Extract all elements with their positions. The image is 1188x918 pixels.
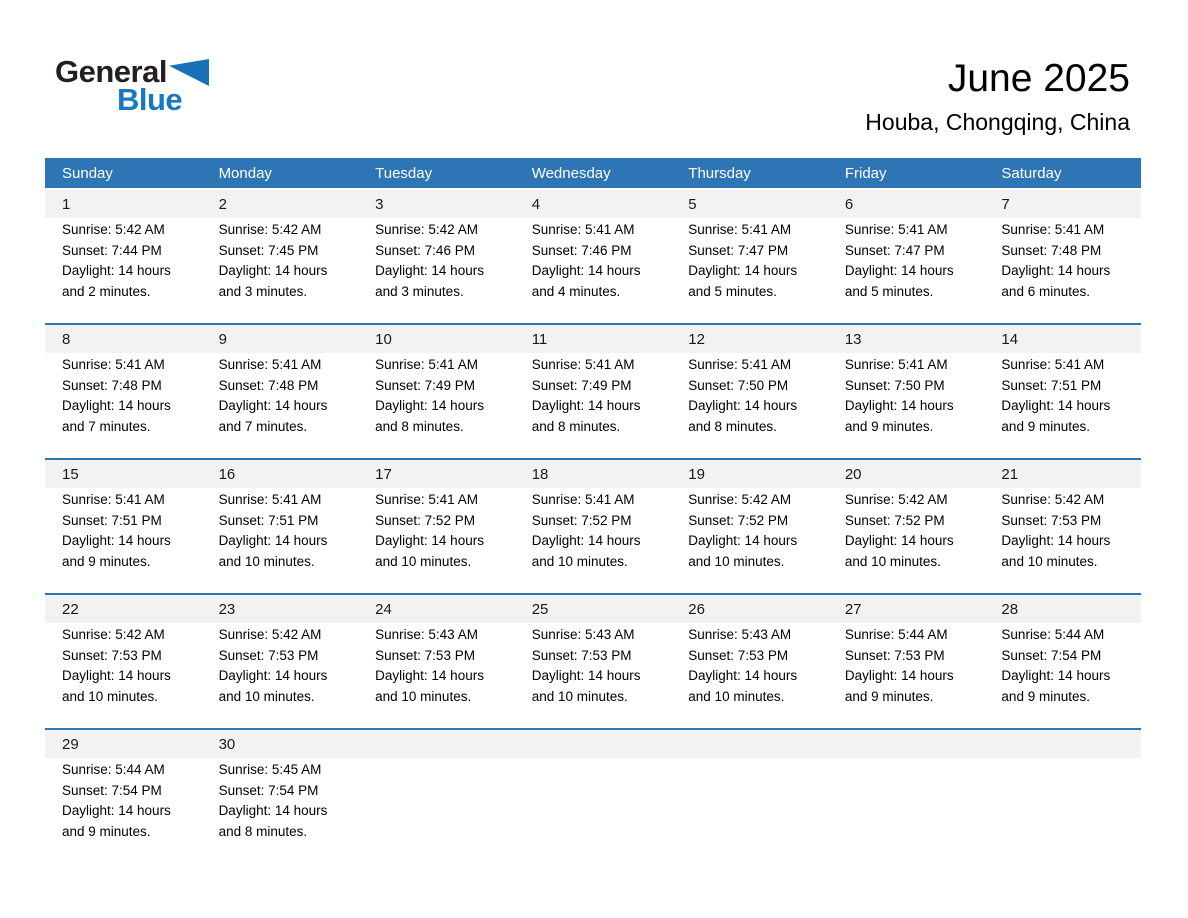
sunrise-text: Sunrise: 5:41 AM (62, 492, 165, 507)
day-number: 25 (531, 600, 549, 618)
day-cell (202, 625, 359, 707)
week-row (45, 190, 1141, 323)
daylight-line1-text: Daylight: 14 hours (688, 398, 798, 413)
day-cell (671, 625, 828, 707)
logo-text-blue: Blue (117, 82, 183, 117)
sunrise-text: Sunrise: 5:41 AM (844, 357, 948, 372)
day-number-band (45, 595, 1141, 623)
weekday-header-row (45, 158, 1141, 188)
sunrise-text: Sunrise: 5:41 AM (531, 222, 635, 237)
sunrise-text: Sunrise: 5:41 AM (218, 492, 322, 507)
daylight-line1-text: Daylight: 14 hours (844, 668, 954, 683)
daylight-line1-text: Daylight: 14 hours (62, 803, 171, 818)
daylight-line2-text: and 10 minutes. (218, 553, 315, 569)
sunset-text: Sunset: 7:51 PM (62, 512, 162, 528)
day-cell (358, 355, 515, 437)
daylight-line2-text: and 5 minutes. (688, 283, 777, 299)
sunset-text: Sunset: 7:46 PM (531, 242, 632, 258)
daylight-line2-text: and 6 minutes. (1001, 283, 1090, 299)
day-number: 16 (218, 465, 236, 483)
daylight-line2-text: and 10 minutes. (62, 688, 159, 704)
day-cell (515, 355, 672, 437)
day-number: 22 (62, 600, 79, 618)
sunrise-text: Sunrise: 5:42 AM (218, 627, 322, 642)
daylight-line2-text: and 10 minutes. (844, 553, 941, 569)
sunset-text: Sunset: 7:53 PM (62, 647, 162, 663)
daylight-line2-text: and 2 minutes. (62, 283, 151, 299)
daylight-line2-text: and 8 minutes. (218, 823, 308, 839)
general-blue-logo (55, 54, 255, 117)
daylight-line2-text: and 3 minutes. (218, 283, 308, 299)
daylight-line2-text: and 9 minutes. (844, 688, 934, 704)
empty-day-cell (515, 760, 672, 842)
day-number: 29 (62, 735, 79, 753)
sunset-text: Sunset: 7:51 PM (218, 512, 319, 528)
location-subtitle: Houba, Chongqing, China (865, 109, 1130, 135)
sunset-text: Sunset: 7:44 PM (62, 242, 162, 258)
day-cell (202, 760, 359, 842)
daylight-line1-text: Daylight: 14 hours (688, 263, 798, 278)
day-number: 7 (1001, 195, 1010, 213)
day-cell (202, 490, 359, 572)
week-row (45, 593, 1141, 728)
daylight-line2-text: and 10 minutes. (218, 688, 315, 704)
daylight-line1-text: Daylight: 14 hours (375, 533, 484, 548)
sunset-text: Sunset: 7:50 PM (844, 377, 945, 393)
day-number: 18 (531, 465, 549, 483)
day-number: 9 (218, 330, 227, 348)
day-cell (45, 355, 202, 437)
week-row (45, 323, 1141, 458)
daylight-line2-text: and 9 minutes. (1001, 688, 1090, 704)
sunset-text: Sunset: 7:48 PM (218, 377, 319, 393)
day-number-band (45, 460, 1141, 488)
day-number-band (45, 190, 1141, 218)
daylight-line1-text: Daylight: 14 hours (531, 668, 641, 683)
sunset-text: Sunset: 7:48 PM (1001, 242, 1102, 258)
daylight-line1-text: Daylight: 14 hours (688, 533, 798, 548)
sunrise-text: Sunrise: 5:42 AM (688, 492, 792, 507)
day-cell (202, 220, 359, 302)
weekday-label-friday: Friday (844, 164, 887, 182)
daylight-line1-text: Daylight: 14 hours (62, 398, 171, 413)
day-number: 19 (688, 465, 705, 483)
daylight-line1-text: Daylight: 14 hours (688, 668, 798, 683)
sunset-text: Sunset: 7:53 PM (1001, 512, 1102, 528)
day-cell (45, 490, 202, 572)
sunset-text: Sunset: 7:50 PM (688, 377, 789, 393)
weekday-label-thursday: Thursday (688, 164, 751, 182)
daylight-line2-text: and 10 minutes. (688, 688, 785, 704)
daylight-line2-text: and 8 minutes. (688, 418, 777, 434)
daylight-line1-text: Daylight: 14 hours (531, 398, 641, 413)
day-number: 30 (218, 735, 236, 753)
sunset-text: Sunset: 7:47 PM (844, 242, 945, 258)
day-cell (828, 625, 985, 707)
sunrise-text: Sunrise: 5:42 AM (375, 222, 478, 237)
sunrise-text: Sunrise: 5:44 AM (62, 762, 165, 777)
daylight-line1-text: Daylight: 14 hours (844, 533, 954, 548)
sunrise-text: Sunrise: 5:42 AM (62, 222, 165, 237)
sunset-text: Sunset: 7:52 PM (531, 512, 632, 528)
day-number: 21 (1001, 465, 1019, 483)
day-cell (984, 490, 1141, 572)
day-cell (45, 625, 202, 707)
daylight-line1-text: Daylight: 14 hours (1001, 668, 1111, 683)
week-detail-row (45, 218, 1141, 323)
sunrise-text: Sunrise: 5:41 AM (531, 492, 635, 507)
daylight-line1-text: Daylight: 14 hours (218, 263, 328, 278)
day-number-band (45, 730, 1141, 758)
week-row (45, 728, 1141, 863)
day-number-band (45, 325, 1141, 353)
daylight-line2-text: and 8 minutes. (531, 418, 621, 434)
sunset-text: Sunset: 7:45 PM (218, 242, 319, 258)
daylight-line1-text: Daylight: 14 hours (62, 668, 171, 683)
daylight-line2-text: and 9 minutes. (62, 553, 151, 569)
sunrise-text: Sunrise: 5:42 AM (844, 492, 948, 507)
sunrise-text: Sunrise: 5:41 AM (1001, 357, 1105, 372)
week-detail-row (45, 623, 1141, 728)
daylight-line1-text: Daylight: 14 hours (375, 398, 484, 413)
daylight-line1-text: Daylight: 14 hours (62, 263, 171, 278)
sunset-text: Sunset: 7:47 PM (688, 242, 789, 258)
sunrise-text: Sunrise: 5:42 AM (1001, 492, 1105, 507)
month-title: June 2025 (947, 57, 1130, 100)
sunrise-text: Sunrise: 5:41 AM (62, 357, 165, 372)
day-number: 26 (688, 600, 705, 618)
week-row (45, 458, 1141, 593)
sunset-text: Sunset: 7:54 PM (62, 782, 162, 798)
day-number: 14 (1001, 330, 1019, 348)
day-cell (671, 490, 828, 572)
sunrise-text: Sunrise: 5:41 AM (375, 357, 478, 372)
daylight-line1-text: Daylight: 14 hours (218, 803, 328, 818)
day-cell (358, 490, 515, 572)
daylight-line2-text: and 5 minutes. (844, 283, 934, 299)
daylight-line2-text: and 9 minutes. (62, 823, 151, 839)
day-number: 24 (375, 600, 392, 618)
daylight-line1-text: Daylight: 14 hours (218, 533, 328, 548)
daylight-line1-text: Daylight: 14 hours (375, 668, 484, 683)
day-number: 10 (375, 330, 392, 348)
sunrise-text: Sunrise: 5:43 AM (688, 627, 792, 642)
daylight-line2-text: and 7 minutes. (62, 418, 151, 434)
weekday-label-tuesday: Tuesday (375, 164, 433, 182)
sunset-text: Sunset: 7:52 PM (688, 512, 789, 528)
daylight-line1-text: Daylight: 14 hours (62, 533, 171, 548)
daylight-line1-text: Daylight: 14 hours (1001, 533, 1111, 548)
sunrise-text: Sunrise: 5:41 AM (218, 357, 322, 372)
empty-day-cell (358, 760, 515, 842)
sunset-text: Sunset: 7:48 PM (62, 377, 162, 393)
day-number: 23 (218, 600, 236, 618)
daylight-line1-text: Daylight: 14 hours (531, 533, 641, 548)
sunset-text: Sunset: 7:54 PM (1001, 647, 1102, 663)
weekday-label-wednesday: Wednesday (531, 164, 611, 182)
sunset-text: Sunset: 7:49 PM (531, 377, 632, 393)
daylight-line2-text: and 10 minutes. (531, 688, 628, 704)
day-cell (515, 490, 672, 572)
day-cell (358, 220, 515, 302)
day-number: 20 (844, 465, 862, 483)
day-cell (984, 220, 1141, 302)
daylight-line1-text: Daylight: 14 hours (844, 398, 954, 413)
daylight-line1-text: Daylight: 14 hours (218, 668, 328, 683)
day-number: 12 (688, 330, 705, 348)
calendar-grid (45, 158, 1141, 863)
weekday-label-sunday: Sunday (62, 164, 113, 182)
day-cell (828, 355, 985, 437)
week-detail-row (45, 353, 1141, 458)
daylight-line2-text: and 10 minutes. (375, 688, 472, 704)
day-cell (358, 625, 515, 707)
day-number: 1 (62, 195, 71, 213)
daylight-line2-text: and 10 minutes. (375, 553, 472, 569)
sunset-text: Sunset: 7:52 PM (844, 512, 945, 528)
empty-day-cell (984, 760, 1141, 842)
day-cell (202, 355, 359, 437)
weekday-label-monday: Monday (218, 164, 272, 182)
sunrise-text: Sunrise: 5:44 AM (1001, 627, 1105, 642)
daylight-line1-text: Daylight: 14 hours (844, 263, 954, 278)
daylight-line2-text: and 10 minutes. (1001, 553, 1098, 569)
sunrise-text: Sunrise: 5:42 AM (218, 222, 322, 237)
day-cell (984, 355, 1141, 437)
day-cell (828, 220, 985, 302)
daylight-line2-text: and 4 minutes. (531, 283, 621, 299)
week-detail-row (45, 758, 1141, 863)
daylight-line2-text: and 10 minutes. (688, 553, 785, 569)
day-number: 17 (375, 465, 392, 483)
weeks-container (45, 190, 1141, 863)
sunset-text: Sunset: 7:53 PM (375, 647, 475, 663)
day-number: 11 (531, 330, 548, 348)
day-number: 13 (844, 330, 862, 348)
sunset-text: Sunset: 7:46 PM (375, 242, 475, 258)
sunrise-text: Sunrise: 5:43 AM (375, 627, 478, 642)
daylight-line1-text: Daylight: 14 hours (1001, 398, 1111, 413)
day-number: 15 (62, 465, 79, 483)
sunrise-text: Sunrise: 5:41 AM (688, 357, 792, 372)
day-number: 5 (688, 195, 697, 213)
sunset-text: Sunset: 7:53 PM (531, 647, 632, 663)
sunset-text: Sunset: 7:54 PM (218, 782, 319, 798)
day-number: 6 (844, 195, 854, 213)
weekday-label-saturday: Saturday (1001, 164, 1062, 182)
sunset-text: Sunset: 7:51 PM (1001, 377, 1102, 393)
daylight-line2-text: and 7 minutes. (218, 418, 308, 434)
daylight-line2-text: and 10 minutes. (531, 553, 628, 569)
day-cell (45, 760, 202, 842)
day-cell (515, 220, 672, 302)
daylight-line1-text: Daylight: 14 hours (375, 263, 484, 278)
sunset-text: Sunset: 7:53 PM (844, 647, 945, 663)
sunrise-text: Sunrise: 5:41 AM (688, 222, 792, 237)
sunrise-text: Sunrise: 5:41 AM (375, 492, 478, 507)
logo-text-general: General (55, 54, 167, 89)
sunrise-text: Sunrise: 5:41 AM (844, 222, 948, 237)
day-cell (671, 220, 828, 302)
sunrise-text: Sunrise: 5:43 AM (531, 627, 635, 642)
day-number: 3 (375, 195, 384, 213)
daylight-line1-text: Daylight: 14 hours (531, 263, 641, 278)
day-number: 27 (844, 600, 862, 618)
day-number: 2 (218, 195, 227, 213)
sunset-text: Sunset: 7:49 PM (375, 377, 475, 393)
day-number: 28 (1001, 600, 1019, 618)
day-number: 8 (62, 330, 71, 348)
day-number: 4 (531, 195, 541, 213)
day-cell (515, 625, 672, 707)
empty-day-cell (828, 760, 985, 842)
sunset-text: Sunset: 7:52 PM (375, 512, 475, 528)
daylight-line2-text: and 3 minutes. (375, 283, 464, 299)
day-cell (828, 490, 985, 572)
sunrise-text: Sunrise: 5:41 AM (1001, 222, 1105, 237)
title-block (865, 56, 1130, 138)
sunrise-text: Sunrise: 5:45 AM (218, 762, 322, 777)
day-cell (45, 220, 202, 302)
day-cell (984, 625, 1141, 707)
daylight-line2-text: and 9 minutes. (844, 418, 934, 434)
day-cell (671, 355, 828, 437)
daylight-line2-text: and 9 minutes. (1001, 418, 1090, 434)
daylight-line1-text: Daylight: 14 hours (1001, 263, 1111, 278)
sunrise-text: Sunrise: 5:41 AM (531, 357, 635, 372)
week-detail-row (45, 488, 1141, 593)
daylight-line1-text: Daylight: 14 hours (218, 398, 328, 413)
sunset-text: Sunset: 7:53 PM (218, 647, 319, 663)
sunrise-text: Sunrise: 5:42 AM (62, 627, 165, 642)
sunrise-text: Sunrise: 5:44 AM (844, 627, 948, 642)
sunset-text: Sunset: 7:53 PM (688, 647, 789, 663)
daylight-line2-text: and 8 minutes. (375, 418, 464, 434)
empty-day-cell (671, 760, 828, 842)
